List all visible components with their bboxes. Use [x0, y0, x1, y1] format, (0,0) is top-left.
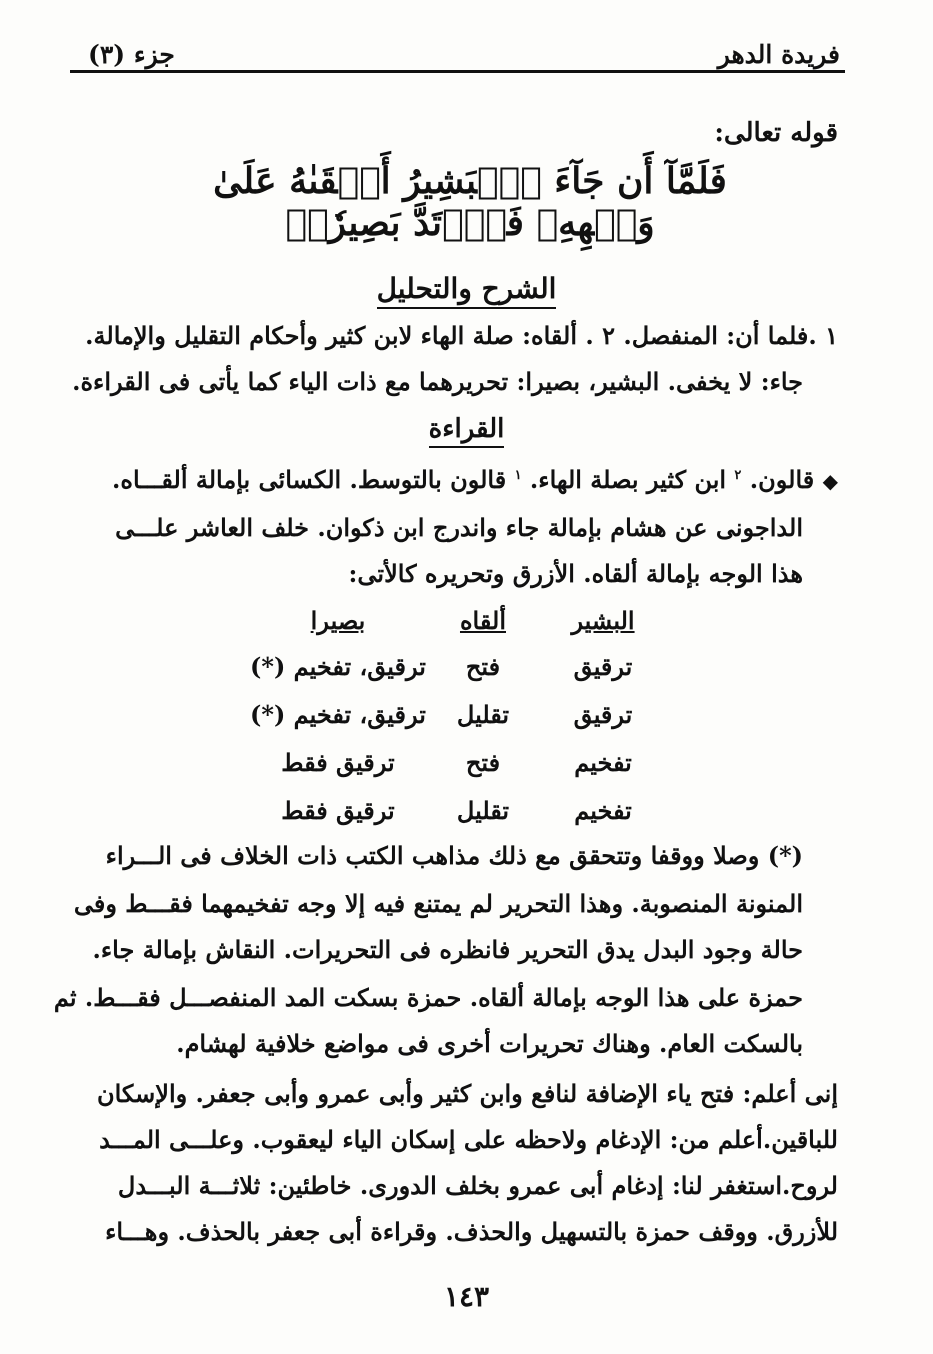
reading-line-1: [112, 466, 838, 495]
section-title: [0, 272, 933, 305]
reading-title-text: القراءة: [429, 414, 505, 448]
final-line-2: للباقين.أعلم من: الإدغام ولاحظه على إسكان الياء ليعقوب. وعلـــى المـــد: [99, 1125, 838, 1154]
header-rule: [70, 70, 845, 73]
table-cell: ترقيق فقط: [281, 796, 395, 825]
reading-line-2: الداجونى عن هشام بإمالة جاء واندرج ابن ذكوان. خلف العاشر علـــى: [115, 513, 803, 542]
table-cell: فتح: [465, 748, 501, 777]
table-cell: تفخيم: [574, 796, 632, 825]
diamond-bullet-icon: ◆: [822, 469, 838, 493]
running-header: [70, 40, 840, 74]
note-line-1: (*) وصلا ووقفا وتتحقق مع ذلك مذاهب الكتب ذات الخلاف فى الـــراء: [105, 841, 803, 870]
reading-title: [0, 414, 933, 444]
page-number: ١٤٣: [443, 1280, 490, 1313]
table-cell: ترقيق، تفخيم (*): [250, 700, 426, 729]
note-line-5: بالسكت العام. وهناك تحريرات أخرى فى مواضع خلافية لهشام.: [176, 1029, 803, 1058]
note-line-4: حمزة على هذا الوجه بإمالة ألقاه. حمزة بسكت المد المنفصـــل فقـــط. ثم: [53, 983, 803, 1012]
table-cell: ترقيق: [573, 652, 633, 681]
table-header-basira: بصيرا: [310, 606, 366, 635]
note-line-3: حالة وجود البدل يدق التحرير فانظره فى التحريرات. النقاش بإمالة جاء.: [92, 935, 803, 964]
table-cell: ترقيق، تفخيم (*): [250, 652, 426, 681]
reading-line-1-start: قالون.: [749, 465, 815, 494]
reading-line-1-mid: ابن كثير بصلة الهاء.: [529, 465, 727, 494]
table-cell: تفخيم: [574, 748, 632, 777]
table-cell: تقليل: [456, 796, 510, 825]
explanation-line-2: جاء: لا يخفى. البشير، بصيرا: تحريرهما مع ذات الياء كما يأتى فى القراءة.: [72, 367, 803, 396]
footnote-ref-2: ٢: [734, 468, 742, 483]
reading-line-1-end: قالون بالتوسط. الكسائى بإمالة ألقـــاه.: [112, 465, 507, 494]
final-line-3: لروح.استغفر لنا: إدغام أبى عمرو بخلف الدورى. خاطئين: ثلاثـــة البـــدل: [117, 1171, 838, 1200]
table-cell: تقليل: [456, 700, 510, 729]
explanation-line-1: ١ .فلما أن: المنفصل. ٢ . ألقاه: صلة الهاء لابن كثير وأحكام التقليل والإمالة.: [85, 321, 838, 350]
table-cell: فتح: [465, 652, 501, 681]
book-title: فريدة الدهر: [717, 40, 840, 69]
quran-verse: فَلَمَّآ أَن جَآءَ ٱلۡبَشِيرُ أَلۡقَىٰهُ عَلَىٰ وَجۡهِهِۦ فَٱرۡتَدَّ بَصِيرٗاۖ: [213, 160, 727, 244]
table-header-alqah: ألقاه: [459, 606, 506, 635]
table-cell: ترقيق فقط: [281, 748, 395, 777]
table-cell: ترقيق: [573, 700, 633, 729]
footnote-ref-1: ١: [514, 468, 522, 483]
note-line-2: المنونة المنصوبة. وهذا التحرير لم يمتنع فيه إلا وجه تفخيمهما فقـــط وفى: [73, 889, 803, 918]
table-header-bashir: البشير: [571, 606, 635, 635]
final-line-1: إنى أعلم: فتح ياء الإضافة لنافع وابن كثير وأبى عمرو وأبى جعفر. والإسكان: [96, 1079, 838, 1108]
verse-intro: قوله تعالى:: [714, 118, 838, 148]
reading-line-3: هذا الوجه بإمالة ألقاه. الأزرق وتحريره كالأتى:: [348, 559, 803, 588]
final-line-4: للأزرق. ووقف حمزة بالتسهيل والحذف. وقراءة أبى جعفر بالحذف. وهـــاء: [105, 1217, 838, 1246]
section-title-text: الشرح والتحليل: [377, 272, 557, 309]
part-number: جزء (٣): [88, 40, 175, 69]
